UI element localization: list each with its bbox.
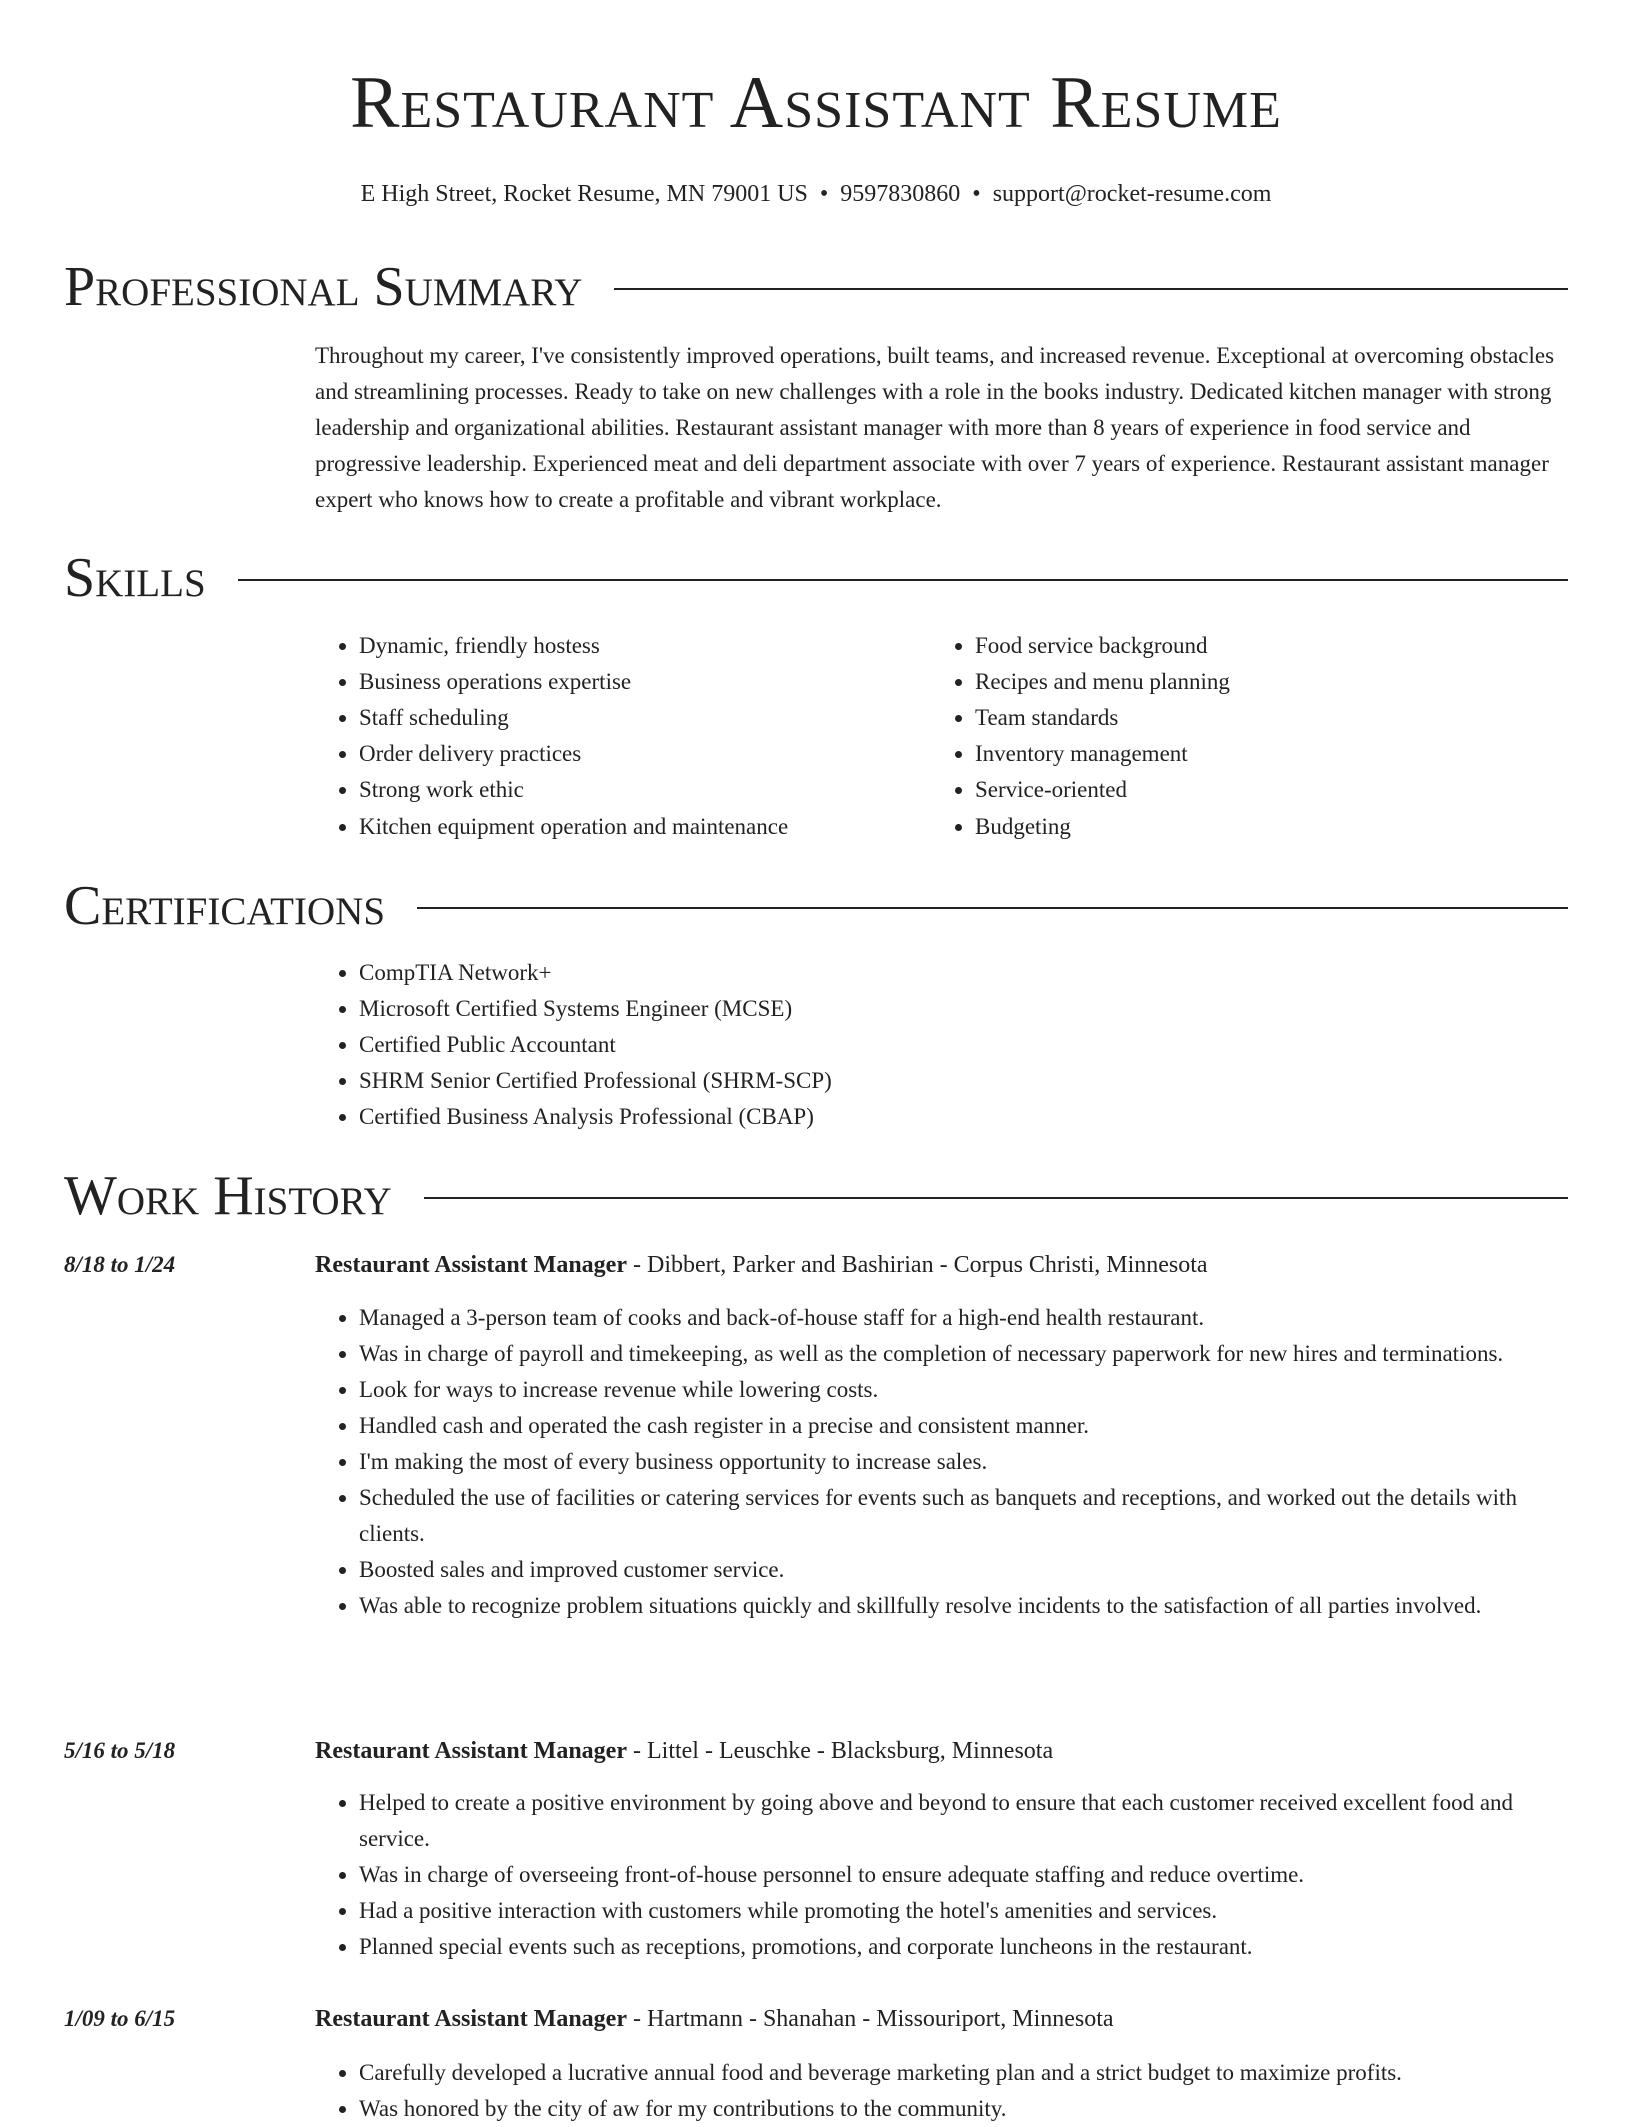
- section-title-summary: Professional Summary: [64, 256, 583, 318]
- job-bullet: • Scheduled the use of facilities or catering services for events such as banquets and receptions, and worked out the details with clients.: [359, 1480, 1568, 1552]
- job-bullets: [315, 1300, 1568, 1624]
- job-bullet: • Helped to create a positive environment by going above and beyond to ensure that each customer received excellent food and service.: [359, 1785, 1568, 1857]
- contact-address: E High Street, Rocket Resume, MN 79001 US: [360, 181, 808, 207]
- section-divider: [238, 579, 1568, 581]
- job-title-line: [315, 1733, 1568, 1769]
- skill-item: • Staff scheduling: [359, 700, 931, 736]
- skill-item: • Kitchen equipment operation and maintenance: [359, 809, 931, 845]
- certification-item: • Microsoft Certified Systems Engineer (MCSE): [359, 991, 1568, 1027]
- job-employer: - Hartmann - Shanahan - Missouriport, Minnesota: [627, 2006, 1114, 2032]
- section-title-work-history: Work History: [64, 1165, 392, 1227]
- certification-item: • Certified Public Accountant: [359, 1027, 1568, 1063]
- job-bullet: • Handled cash and operated the cash register in a precise and consistent manner.: [359, 1408, 1568, 1444]
- summary-text: Throughout my career, I've consistently improved operations, built teams, and increased revenue. Exceptional at overcoming obstacles and streamlining processes. Ready to take on new challenges with a role in the books industry. Dedicated kitchen manager with strong leadership and organizational abilities. Restaurant assistant manager with more than 8 years of experience in food service and progressive leadership. Experienced meat and deli department associate with over 7 years of experience. Restaurant assistant manager expert who knows how to create a profitable and vibrant workplace.: [315, 343, 1555, 512]
- certification-item: • CompTIA Network+: [359, 955, 1568, 991]
- contact-separator: •: [819, 181, 829, 207]
- job-bullet: • Carefully developed a lucrative annual food and beverage marketing plan and a strict budget to maximize profits.: [359, 2055, 1568, 2091]
- job-title-line: [315, 1247, 1568, 1283]
- section-header-summary: [64, 257, 1568, 317]
- contact-email: support@rocket-resume.com: [992, 181, 1272, 207]
- summary-block: [315, 338, 1568, 518]
- job-bullet-list: [315, 1785, 1568, 1965]
- job-bullet: • Was honored by the city of aw for my contributions to the community.: [359, 2091, 1568, 2127]
- skill-item: • Business operations expertise: [359, 664, 931, 700]
- section-header-work-history: [64, 1166, 1568, 1226]
- job-bullet-list: [315, 1300, 1568, 1624]
- job-employer: - Littel - Leuschke - Blacksburg, Minnesota: [627, 1738, 1054, 1764]
- skills-block: [315, 628, 1568, 845]
- skill-item: • Strong work ethic: [359, 772, 931, 808]
- resume-page: [64, 0, 1568, 2121]
- job-bullet: • Was in charge of payroll and timekeeping, as well as the completion of necessary paperwork for new hires and terminations.: [359, 1336, 1568, 1372]
- job-bullet: • Managed a 3-person team of cooks and back-of-house staff for a high-end health restaurant.: [359, 1300, 1568, 1336]
- job-bullet: • Look for ways to increase revenue while lowering costs.: [359, 1372, 1568, 1408]
- contact-line: [64, 178, 1568, 210]
- job-title: Restaurant Assistant Manager: [315, 2006, 627, 2032]
- skills-grid: [315, 628, 1568, 845]
- job-dates: 8/18 to 1/24: [64, 1252, 176, 1277]
- skills-list-left: [315, 628, 931, 845]
- certification-item: • SHRM Senior Certified Professional (SHRM-SCP): [359, 1063, 1568, 1099]
- job-bullets: [315, 1785, 1568, 1965]
- job-bullet: • I'm making the most of every business opportunity to increase sales.: [359, 1444, 1568, 1480]
- job-bullets: [315, 2055, 1568, 2127]
- skill-item: • Dynamic, friendly hostess: [359, 628, 931, 664]
- contact-phone: 9597830860: [840, 181, 961, 207]
- section-divider: [424, 1197, 1568, 1199]
- job-dates: 1/09 to 6/15: [64, 2006, 176, 2031]
- job-employer: - Dibbert, Parker and Bashirian - Corpus Christi, Minnesota: [627, 1252, 1208, 1278]
- section-divider: [417, 907, 1568, 909]
- skill-item: • Budgeting: [975, 809, 1547, 845]
- job-bullet: • Boosted sales and improved customer service.: [359, 1552, 1568, 1588]
- section-header-skills: [64, 548, 1568, 608]
- section-title-certifications: Certifications: [64, 875, 386, 937]
- job-dates: 5/16 to 5/18: [64, 1738, 176, 1763]
- certification-item: • Certified Business Analysis Professional (CBAP): [359, 1099, 1568, 1135]
- job-bullet-list: [315, 2055, 1568, 2127]
- skill-item: • Inventory management: [975, 736, 1547, 772]
- skill-item: • Order delivery practices: [359, 736, 931, 772]
- job-title: Restaurant Assistant Manager: [315, 1252, 627, 1278]
- job-title-line: [315, 2001, 1568, 2037]
- contact-separator: •: [972, 181, 981, 207]
- job-bullet: • Had a positive interaction with customers while promoting the hotel's amenities and services.: [359, 1893, 1568, 1929]
- section-header-certifications: [64, 876, 1568, 936]
- skill-item: • Recipes and menu planning: [975, 664, 1547, 700]
- certifications-block: [315, 955, 1568, 1135]
- job-bullet: • Was able to recognize problem situations quickly and skillfully resolve incidents to the satisfaction of all parties involved.: [359, 1588, 1568, 1624]
- skills-list-right: [931, 628, 1547, 845]
- job-title: Restaurant Assistant Manager: [315, 1738, 627, 1764]
- certifications-list: [315, 955, 1568, 1135]
- skill-item: • Food service background: [975, 628, 1547, 664]
- skill-item: • Team standards: [975, 700, 1547, 736]
- job-bullet: • Planned special events such as receptions, promotions, and corporate luncheons in the restaurant.: [359, 1929, 1568, 1965]
- section-divider: [614, 288, 1568, 290]
- job-bullet: • Was in charge of overseeing front-of-house personnel to ensure adequate staffing and reduce overtime.: [359, 1857, 1568, 1893]
- section-title-skills: Skills: [64, 547, 206, 609]
- resume-title: Restaurant Assistant Resume: [350, 62, 1282, 144]
- skill-item: • Service-oriented: [975, 772, 1547, 808]
